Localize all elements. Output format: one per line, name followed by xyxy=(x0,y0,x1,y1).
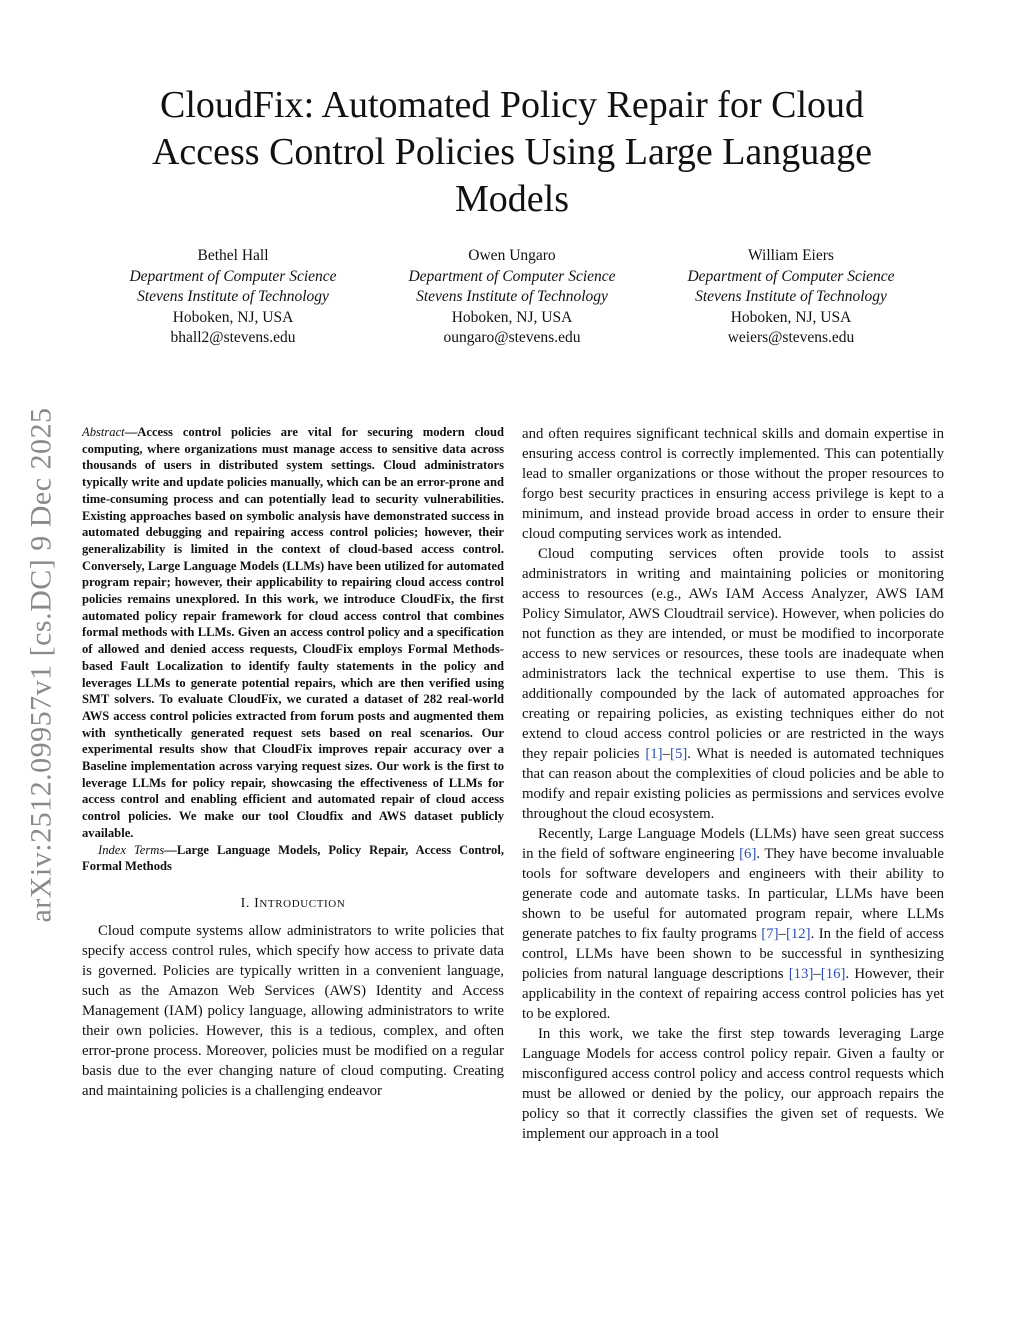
paragraph-text: Cloud computing services often provide tools to assist administrators in writing and maintaining policies or monitoring access to resources (e.g., AWs IAM Access Analyzer, AWS IAM Policy Simulator, AWS Cloudtrail service). However, when policies do not function as they are intended, or must be modified to incorporate access to new services or resources, these tools are inadequate when administrators lack the technical expertise to use them. This is additionally compounded by the lack of automated approaches for creating or repairing policies, as existing techniques either do not extend to cloud access control policies or are restricted in the ways they repair policies xyxy=(522,546,944,762)
abstract-text: Access control policies are vital for securing modern cloud computing, where organizations must manage access to sensitive data across thousands of users in distributed system settings. Cloud administrators typically write and update policies manually, which can be an error-prone and time-consuming process and can potentially lead to security vulnerabilities. Existing approaches based on symbolic analysis have demonstrated success in automated debugging and repairing access control policies; however, their generalizability is limited in the context of cloud-based access control. Conversely, Large Language Models (LLMs) have been utilized for automated program repair; however, their applicability to repairing cloud access control policies remains unexplored. In this work, we introduce CloudFix, the first automated policy repair framework for cloud access control that combines formal methods with LLMs. Given an access control policy and a specification of allowed and denied access requests, CloudFix employs Formal Methods-based Fault Localization to identify faulty statements in the policy and leverages LLMs to generate potential repairs, which are then verified using SMT solvers. To evaluate CloudFix, we curated a dataset of 282 real-world AWS access control policies extracted from forum posts and augmented them with synthetically generated request sets based on real scenarios. Our experimental results show that CloudFix improves repair accuracy over a Baseline implementation across varying request sizes. Our work is the first to leverage LLMs for policy repair, showcasing the effectiveness of LLMs for access control and enabling efficient and automated repair of cloud access control policies. We make our tool Cloudfix and AWS dataset publicly available. xyxy=(82,425,504,840)
range-dash: – xyxy=(813,966,821,982)
paragraph-text: . In the field of access control, LLMs have been shown to be successful in synthesizing policies from natural language descriptions xyxy=(522,926,944,982)
title-line-2: Access Control Policies Using Large Language xyxy=(151,131,873,173)
arxiv-id-text: arXiv:2512.09957v1 [cs.DC] 9 Dec 2025 xyxy=(25,407,58,923)
author-institution: Stevens Institute of Technology xyxy=(695,288,887,305)
abstract-label: Abstract xyxy=(82,425,125,439)
abstract xyxy=(82,424,504,842)
author-location: Hoboken, NJ, USA xyxy=(730,308,852,326)
author-department: Department of Computer Science xyxy=(687,267,895,285)
author-department: Department of Computer Science xyxy=(129,267,337,285)
intro-paragraph-3 xyxy=(522,824,944,1024)
intro-paragraph-1: Cloud compute systems allow administrators to write policies that specify access control rules, which specify how access to private data is governed. Policies are typically written in a convenient language, such as the Amazon Web Services (AWS) Identity and Access Management (IAM) policy language, allowing administrators to write their own policies. However, this is a tedious, complex, and often error-prone process. Moreover, policies must be modified on a regular basis due to the ever changing nature of cloud computing. Creating and maintaining policies is a challenging endeavor xyxy=(82,922,504,1099)
section-heading-introduction xyxy=(82,895,504,913)
abstract-dash: — xyxy=(124,425,138,439)
citation-link[interactable]: [12] xyxy=(785,926,811,942)
intro-paragraph-4: In this work, we take the first step towards leveraging Large Language Models for access control policy repair. Given a faulty or misconfigured access control policy and access control requests which must be allowed or denied by the policy, our approach repairs the policy so that it correctly classifies the given set of requests. We implement our approach in a tool xyxy=(522,1026,944,1142)
paper-title-block xyxy=(100,82,924,223)
title-line-1: CloudFix: Automated Policy Repair for Cloud xyxy=(159,84,865,126)
title-line-3: Models xyxy=(455,178,569,220)
author-location: Hoboken, NJ, USA xyxy=(451,308,573,326)
index-terms-dash: — xyxy=(164,842,177,857)
author-email[interactable]: weiers@stevens.edu xyxy=(727,329,855,346)
author-email[interactable]: oungaro@stevens.edu xyxy=(443,329,581,346)
author-block xyxy=(96,246,370,349)
paragraph-text: Recently, Large Language Models (LLMs) have seen great success in the field of software engineering xyxy=(522,826,944,862)
left-column xyxy=(82,424,504,1101)
author-email[interactable]: bhall2@stevens.edu xyxy=(170,329,296,346)
author-list xyxy=(96,246,928,349)
author-department: Department of Computer Science xyxy=(408,267,616,285)
range-dash: – xyxy=(662,746,671,762)
author-block xyxy=(654,246,928,349)
intro-paragraph-continued: and often requires significant technical skills and domain expertise in ensuring access control is correctly implemented. This can potentially lead to smaller organizations or those without the proper resources to forgo best security practices in ensuring access privilege is kept to a minimum, and instead provide broad access in order to ensure their cloud computing services work as intended. xyxy=(522,426,944,542)
author-institution: Stevens Institute of Technology xyxy=(416,288,608,305)
citation-link[interactable]: [7] xyxy=(761,926,779,942)
index-terms-label: Index Terms xyxy=(98,842,165,857)
range-dash: – xyxy=(778,926,786,942)
paragraph-text: . However, their applicability in the context of repairing access control policies has yet to be explored. xyxy=(522,966,944,1022)
paper-title xyxy=(100,82,924,223)
right-column xyxy=(522,424,944,1144)
section-numeral: I. xyxy=(240,895,255,911)
author-institution: Stevens Institute of Technology xyxy=(137,288,329,305)
citation-link[interactable]: [6] xyxy=(739,846,757,862)
index-terms-text: Large Language Models, Policy Repair, Access Control, Formal Methods xyxy=(82,842,504,874)
author-name: Owen Ungaro xyxy=(468,247,556,264)
index-terms xyxy=(82,842,504,875)
section-title-initial: I xyxy=(254,895,260,911)
citation-link[interactable]: [5] xyxy=(670,746,688,762)
arxiv-identifier-stamp xyxy=(22,380,62,950)
intro-paragraph-2 xyxy=(522,544,944,824)
paragraph-text: . They have become invaluable tools for software developers and engineers with their ability to generate code and automate tasks. In particular, LLMs have been shown to be useful for automated program repair, where LLMs generate patches to fix faulty programs xyxy=(522,846,944,942)
section-title-rest: NTRODUCTION xyxy=(259,897,346,910)
author-location: Hoboken, NJ, USA xyxy=(172,308,294,326)
citation-link[interactable]: [13] xyxy=(788,966,814,982)
paragraph-text: . What is needed is automated techniques that can reason about the complexities of cloud policies and be able to modify and repair existing policies as permissions and services evolve throughout the cloud ecosystem. xyxy=(522,746,944,822)
citation-link[interactable]: [1] xyxy=(645,746,663,762)
author-name: Bethel Hall xyxy=(197,247,269,264)
author-block xyxy=(375,246,649,349)
citation-link[interactable]: [16] xyxy=(820,966,846,982)
author-name: William Eiers xyxy=(748,247,834,264)
